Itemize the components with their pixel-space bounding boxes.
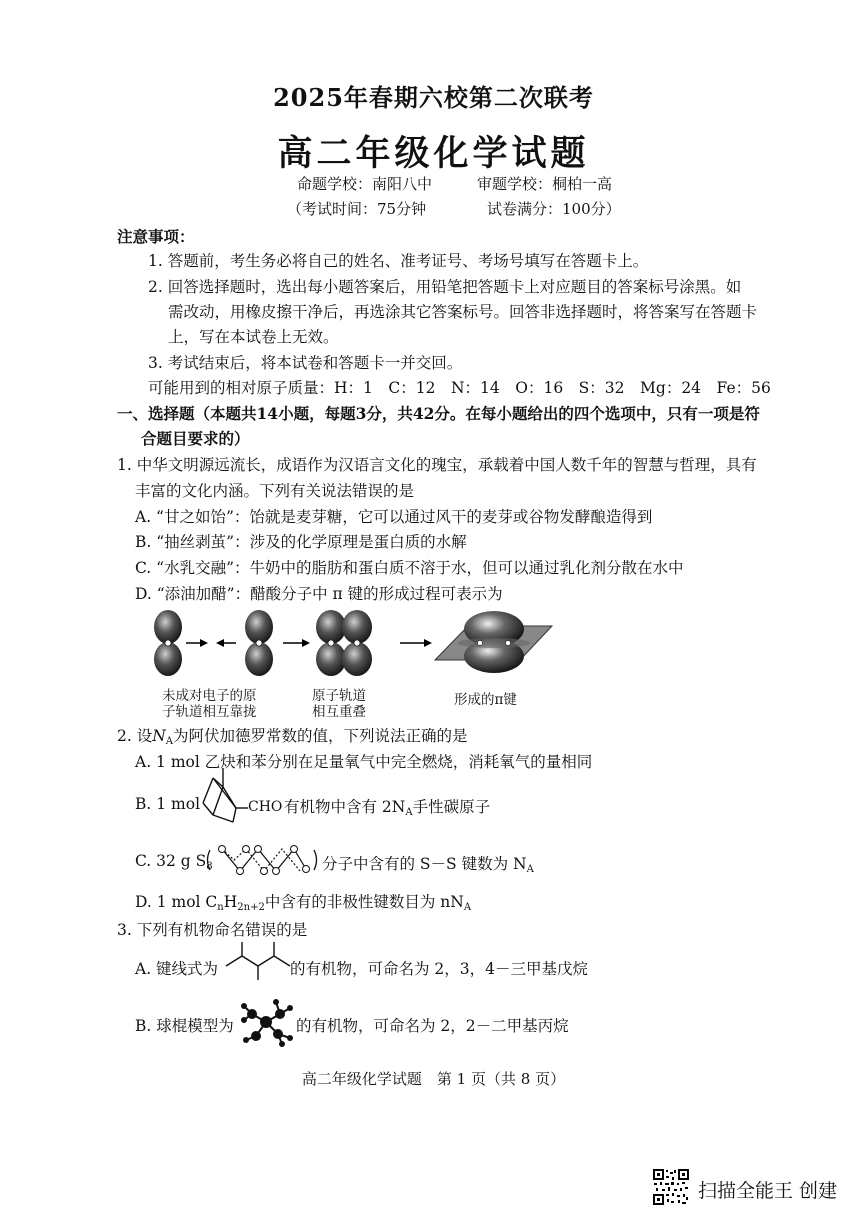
fig-label-2: 原子轨道 bbox=[312, 688, 366, 704]
notes-title: 注意事项： bbox=[117, 227, 195, 246]
q2-stem: 2. 设$N_A$为阿伏加德罗常数的值，下列说法正确的是 bbox=[117, 727, 468, 747]
q3-stem: 3. 下列有机物命名错误的是 bbox=[117, 921, 308, 939]
scanner-watermark: 扫描全能王 创建 bbox=[698, 1180, 838, 1202]
q3-option-b-text: 的有机物，可命名为 2，2－二甲基丙烷 bbox=[296, 1017, 569, 1035]
reviewer-school: 审题学校：桐柏一高 bbox=[477, 175, 613, 193]
q1-option-a: A. “甘之如饴”：饴就是麦芽糖，它可以通过风干的麦芽或谷物发酵酿造得到 bbox=[135, 508, 653, 526]
q2-option-c-label: C. 32 g $S_8$ bbox=[135, 852, 213, 872]
note-item: 3. 考试结束后，将本试卷和答题卡一并交回。 bbox=[148, 354, 463, 372]
paper-title: 高二年级化学试题 bbox=[277, 133, 590, 174]
q2-option-d: D. 1 mol $C_nH_{2n+2}$中含有的非极性键数目为 $nN_A$ bbox=[135, 893, 472, 913]
q1-option-b: B. “抽丝剥茧”：涉及的化学原理是蛋白质的水解 bbox=[135, 533, 467, 551]
q1-stem: 1. 中华文明源远流长，成语作为汉语言文化的瑰宝，承载着中国人数千年的智慧与哲理，具有 bbox=[117, 456, 757, 474]
q2-option-a: A. 1 mol 乙炔和苯分别在足量氧气中完全燃烧，消耗氧气的量相同 bbox=[135, 753, 593, 771]
note-item: 上，写在本试卷上无效。 bbox=[168, 328, 339, 346]
q2-option-b-label: B. 1 mol bbox=[135, 795, 201, 813]
q3-option-b-label: B. 球棍模型为 bbox=[135, 1017, 234, 1035]
q2-option-b-text: 有机物中含有 $2N_A$手性碳原子 bbox=[284, 798, 491, 818]
q1-option-c: C. “水乳交融”：牛奶中的脂肪和蛋白质不溶于水，但可以通过乳化剂分散在水中 bbox=[135, 559, 684, 577]
q3-option-a-label: A. 键线式为 bbox=[135, 960, 219, 978]
q1-option-d: D. “添油加醋”：醋酸分子中 π 键的形成过程可表示为 bbox=[135, 585, 503, 603]
fig-label-2: 相互重叠 bbox=[312, 704, 366, 720]
atomic-masses: 可能用到的相对原子质量：H：1 C：12 N：14 O：16 S：32 Mg：24 Fe：56 bbox=[148, 379, 771, 397]
exam-time: （考试时间：75分钟 bbox=[287, 200, 427, 218]
fig-label-1: 子轨道相互靠拢 bbox=[162, 704, 257, 720]
section-title-cont: 合题目要求的） bbox=[141, 429, 250, 448]
exam-score: 试卷满分：100分） bbox=[487, 200, 621, 218]
note-item: 2. 回答选择题时，选出每小题答案后，用铅笔把答题卡上对应题目的答案标号涂黑。如 bbox=[148, 278, 742, 296]
qr-code-icon bbox=[652, 1168, 690, 1206]
note-item: 1. 答题前，考生务必将自己的姓名、准考证号、考场号填写在答题卡上。 bbox=[148, 252, 649, 270]
q2-option-c-text: 分子中含有的 S－S 键数为 $N_A$ bbox=[322, 855, 534, 875]
exam-title: 2025年春期六校第二次联考 bbox=[273, 83, 594, 112]
note-item: 需改动，用橡皮擦干净后，再选涂其它答案标号。回答非选择题时，将答案写在答题卡 bbox=[168, 303, 758, 321]
section-title: 一、选择题（本题共14小题，每题3分，共42分。在每小题给出的四个选项中，只有一项是符 bbox=[117, 404, 760, 423]
cho-group-label: CHO bbox=[248, 799, 283, 815]
setter-school: 命题学校：南阳八中 bbox=[297, 175, 433, 193]
q1-stem-cont: 丰富的文化内涵。下列有关说法错误的是 bbox=[135, 482, 415, 500]
page-footer: 高二年级化学试题 第 1 页（共 8 页） bbox=[301, 1070, 566, 1088]
fig-label-3: 形成的π键 bbox=[454, 692, 517, 708]
fig-label-1: 未成对电子的原 bbox=[162, 688, 257, 704]
q3-option-a-text: 的有机物，可命名为 2，3，4－三甲基戊烷 bbox=[290, 960, 589, 978]
